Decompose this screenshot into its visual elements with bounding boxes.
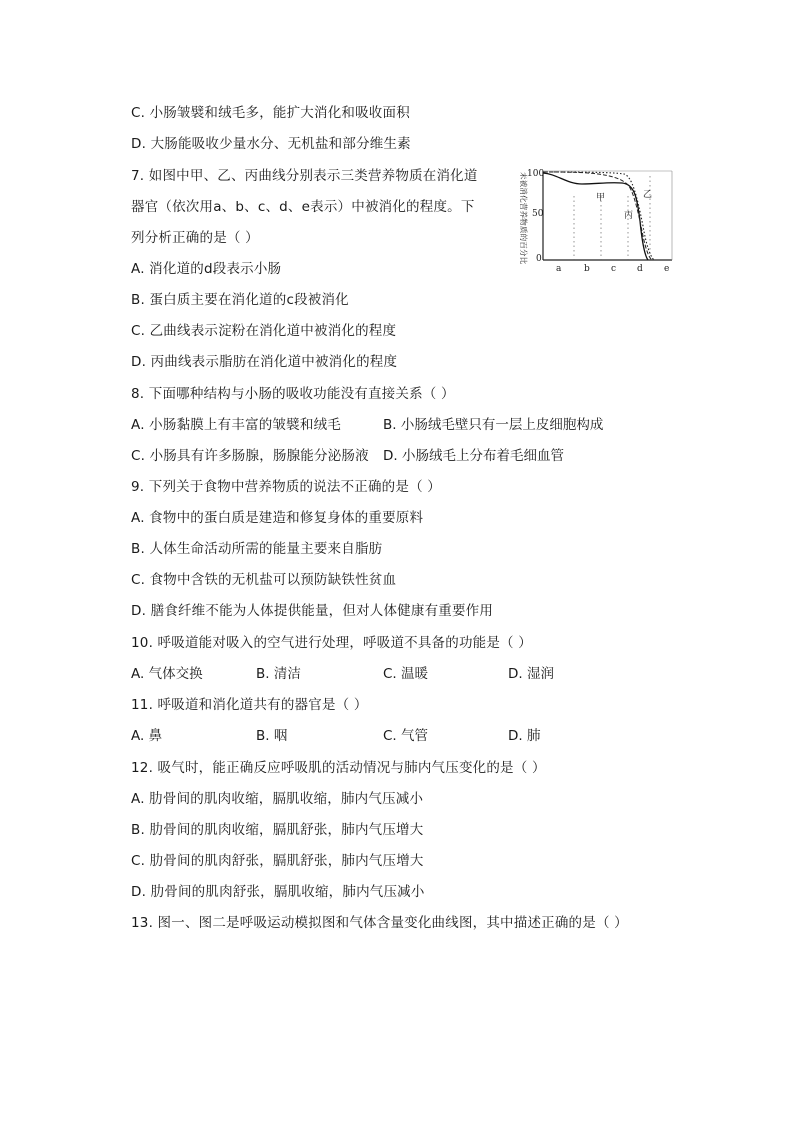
curve-label-jia: 甲 [596, 193, 606, 203]
q7-option-a: A. 消化道的d段表示小肠 [131, 261, 282, 277]
q12-option-d: D. 肋骨间的肌肉舒张，膈肌收缩，肺内气压减小 [131, 884, 425, 900]
curve-label-yi: 乙 [643, 190, 653, 200]
q8-option-d: D. 小肠绒毛上分布着毛细血管 [383, 448, 564, 464]
q12-option-b: B. 肋骨间的肌肉收缩，膈肌舒张，肺内气压增大 [131, 822, 424, 838]
q9-option-b: B. 人体生命活动所需的能量主要来自脂肪 [131, 541, 383, 557]
q9-option-c: C. 食物中含铁的无机盐可以预防缺铁性贫血 [131, 572, 397, 588]
y-tick-100: 100 [527, 169, 545, 179]
x-tick-d: d [637, 264, 643, 274]
q6-option-d: D. 大肠能吸收少量水分、无机盐和部分维生素 [131, 136, 411, 152]
q11-option-c: C. 气管 [383, 728, 429, 744]
q9-option-a: A. 食物中的蛋白质是建造和修复身体的重要原料 [131, 510, 424, 526]
y-axis-label: 未被消化营养物质的百分比 [519, 172, 528, 265]
q10-option-c: C. 温暖 [383, 666, 429, 682]
curve-bing [543, 172, 652, 260]
q7-option-b: B. 蛋白质主要在消化道的c段被消化 [131, 292, 349, 308]
q8-stem: 8. 下面哪种结构与小肠的吸收功能没有直接关系（ ） [131, 386, 455, 402]
q11-option-d: D. 肺 [508, 728, 541, 744]
q13-stem: 13. 图一、图二是呼吸运动模拟图和气体含量变化曲线图，其中描述正确的是（ ） [131, 915, 628, 931]
q10-option-d: D. 湿润 [508, 666, 554, 682]
y-tick-0: 0 [536, 254, 542, 264]
q8-option-c: C. 小肠具有许多肠腺，肠腺能分泌肠液 [131, 448, 369, 464]
q7-stem-line1: 7. 如图中甲、乙、丙曲线分别表示三类营养物质在消化道 [131, 168, 478, 184]
x-tick-a: a [556, 264, 562, 274]
q10-stem: 10. 呼吸道能对吸入的空气进行处理，呼吸道不具备的功能是（ ） [131, 635, 532, 651]
q12-option-a: A. 肋骨间的肌肉收缩，膈肌收缩，肺内气压减小 [131, 791, 424, 807]
x-tick-c: c [611, 264, 617, 274]
x-tick-e: e [664, 264, 670, 274]
q7-stem-line2: 器官（依次用a、b、c、d、e表示）中被消化的程度。下 [131, 199, 475, 215]
q11-stem: 11. 呼吸道和消化道共有的器官是（ ） [131, 697, 368, 713]
q8-option-a: A. 小肠黏膜上有丰富的皱襞和绒毛 [131, 417, 341, 433]
q7-option-d: D. 丙曲线表示脂肪在消化道中被消化的程度 [131, 354, 398, 370]
q9-stem: 9. 下列关于食物中营养物质的说法不正确的是（ ） [131, 479, 441, 495]
curve-label-bing: 丙 [624, 211, 634, 221]
curve-yi [543, 172, 654, 260]
y-tick-50: 50 [532, 209, 544, 219]
digestion-curve-figure [512, 166, 690, 274]
q10-option-a: A. 气体交换 [131, 666, 203, 682]
q11-option-b: B. 咽 [256, 728, 288, 744]
q12-stem: 12. 吸气时，能正确反应呼吸肌的活动情况与肺内气压变化的是（ ） [131, 760, 546, 776]
q9-option-d: D. 膳食纤维不能为人体提供能量，但对人体健康有重要作用 [131, 603, 494, 619]
q6-option-c: C. 小肠皱襞和绒毛多，能扩大消化和吸收面积 [131, 105, 410, 121]
q7-option-c: C. 乙曲线表示淀粉在消化道中被消化的程度 [131, 323, 397, 339]
x-tick-b: b [584, 264, 590, 274]
q10-option-b: B. 清洁 [256, 666, 301, 682]
q7-stem-line3: 列分析正确的是（ ） [131, 230, 259, 246]
q11-option-a: A. 鼻 [131, 728, 163, 744]
q8-option-b: B. 小肠绒毛壁只有一层上皮细胞构成 [383, 417, 604, 433]
q12-option-c: C. 肋骨间的肌肉舒张，膈肌舒张，肺内气压增大 [131, 853, 424, 869]
